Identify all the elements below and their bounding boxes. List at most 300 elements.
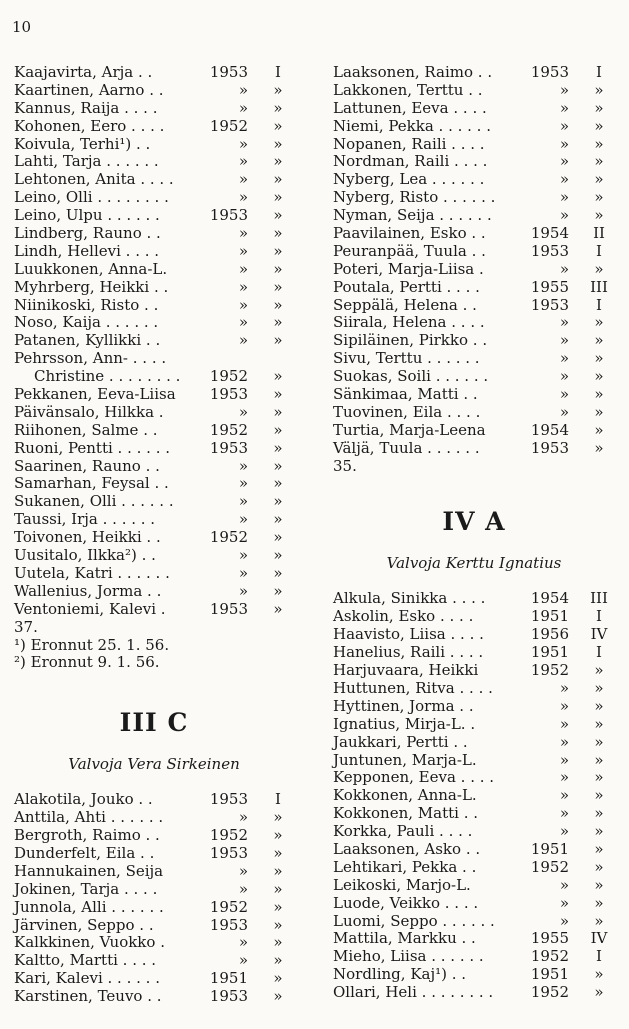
class-level: » [273, 170, 283, 189]
student-row [333, 984, 615, 1002]
entry-year: » [559, 893, 569, 912]
class-level: » [594, 152, 604, 171]
student-row [333, 859, 615, 877]
student-row [333, 626, 615, 644]
student-row [333, 734, 615, 752]
entry-year: » [238, 80, 248, 99]
student-name: Lindh, Hellevi . . . . [14, 241, 160, 260]
class-level: » [273, 879, 283, 898]
student-name: Niinikoski, Risto . . [14, 295, 159, 314]
entry-year: 1952 [209, 420, 248, 439]
student-name: Hanelius, Raili . . . . [333, 643, 484, 662]
entry-year: » [559, 385, 569, 404]
class-level: » [273, 188, 283, 207]
student-name: Kokkonen, Anna-L. [333, 786, 477, 805]
entry-year: » [559, 349, 569, 368]
student-name: Sipiläinen, Pirkko . . [333, 331, 488, 350]
class-level: » [273, 277, 283, 296]
student-row [14, 314, 294, 332]
student-name: Lahti, Tarja . . . . . . [14, 152, 159, 171]
class-level: » [273, 843, 283, 862]
class-level: » [273, 438, 283, 457]
student-row [333, 948, 615, 966]
page-number: 10 [12, 18, 32, 36]
student-row [14, 583, 294, 601]
student-name: Mattila, Markku . . [333, 929, 476, 948]
student-name: Harjuvaara, Heikki [333, 661, 479, 680]
entry-year: » [238, 402, 248, 421]
student-name: Nordling, Kaj¹) . . [333, 965, 467, 984]
class-level: » [273, 420, 283, 439]
student-row [333, 189, 615, 207]
class-level: » [594, 786, 604, 805]
student-row [333, 680, 615, 698]
class-level: » [273, 116, 283, 135]
student-row [333, 841, 615, 859]
entry-year: 1953 [530, 63, 569, 81]
student-row [333, 877, 615, 895]
student-name: Jaukkari, Pertti . . [333, 732, 468, 751]
student-name: Leikoski, Marjo-L. [333, 875, 471, 894]
student-row [14, 350, 294, 368]
entry-year: » [559, 714, 569, 733]
student-row [333, 805, 615, 823]
student-row [333, 64, 615, 82]
student-name: Paavilainen, Esko . . [333, 224, 486, 243]
student-row [333, 698, 615, 716]
student-name: Turtia, Marja-Leena [333, 420, 486, 439]
class-level: » [273, 385, 283, 404]
student-row [333, 913, 615, 931]
student-name: Myhrberg, Heikki . . [14, 277, 169, 296]
class-level: » [273, 581, 283, 600]
class-level: » [273, 492, 283, 511]
entry-year: 1953 [530, 438, 569, 457]
entry-year: 1952 [209, 528, 248, 547]
entry-year: 1954 [530, 224, 569, 243]
class-level: I [596, 63, 602, 81]
entry-year: » [559, 367, 569, 386]
student-name: Nyberg, Risto . . . . . . [333, 188, 496, 207]
student-name: Lehtonen, Anita . . . . [14, 170, 174, 189]
class-level: » [594, 911, 604, 930]
student-row [14, 952, 294, 970]
student-name: Kalkkinen, Vuokko . [14, 933, 165, 952]
entry-year: 1952 [209, 897, 248, 916]
student-name: Tuovinen, Eila . . . . [333, 402, 481, 421]
class-level: » [273, 563, 283, 582]
class-level: » [273, 295, 283, 314]
student-row [333, 153, 615, 171]
student-row [333, 422, 615, 440]
class-level: I [596, 947, 602, 966]
student-name: Poteri, Marja-Liisa . [333, 259, 484, 278]
student-row [14, 881, 294, 899]
entry-year: 1951 [530, 607, 569, 626]
student-name: Juntunen, Marja-L. [333, 750, 477, 769]
student-row [14, 458, 294, 476]
student-row [14, 809, 294, 827]
student-row [333, 82, 615, 100]
student-row [14, 988, 294, 1006]
student-row [333, 171, 615, 189]
student-name: Kepponen, Eeva . . . . [333, 768, 495, 787]
class-level: » [594, 750, 604, 769]
student-name: Noso, Kaija . . . . . . [14, 313, 159, 332]
footnote: ¹) Eronnut 25. 1. 56. [14, 635, 170, 654]
student-row [14, 934, 294, 952]
student-row [333, 100, 615, 118]
class-level: » [594, 170, 604, 189]
entry-year: 1953 [530, 241, 569, 260]
student-name: Peuranpää, Tuula . . [333, 241, 486, 260]
student-name: Ruoni, Pentti . . . . . . [14, 438, 171, 457]
student-name: Niemi, Pekka . . . . . . [333, 116, 491, 135]
student-row [14, 225, 294, 243]
student-row [14, 279, 294, 297]
class-level: » [273, 546, 283, 565]
student-name: Siirala, Helena . . . . [333, 313, 485, 332]
student-name: Lattunen, Eeva . . . . [333, 98, 487, 117]
student-name: Askolin, Esko . . . . [333, 607, 474, 626]
class-list-iv-a [333, 590, 615, 1001]
class-level: » [594, 331, 604, 350]
entry-year: » [559, 188, 569, 207]
student-row [14, 529, 294, 547]
entry-year: » [559, 170, 569, 189]
entry-year: 1953 [209, 843, 248, 862]
student-row [333, 314, 615, 332]
student-row [333, 243, 615, 261]
left-column [14, 64, 294, 1006]
student-row [14, 153, 294, 171]
student-row [333, 279, 615, 297]
class-level: » [594, 893, 604, 912]
student-row [333, 930, 615, 948]
entry-year: » [559, 822, 569, 841]
entry-year: » [238, 510, 248, 529]
class-level: » [594, 98, 604, 117]
student-name: Ollari, Heli . . . . . . . . [333, 983, 494, 1002]
entry-year: » [559, 313, 569, 332]
student-row [14, 791, 294, 809]
class-level: » [594, 313, 604, 332]
entry-year: » [559, 116, 569, 135]
class-level: » [594, 696, 604, 715]
student-name: Järvinen, Seppo . . [14, 915, 154, 934]
class-level: » [594, 714, 604, 733]
class-list-continued [333, 64, 615, 458]
class-level: » [273, 259, 283, 278]
entry-year: 1952 [530, 983, 569, 1002]
student-row [333, 207, 615, 225]
entry-year: » [559, 678, 569, 697]
entry-year: » [559, 134, 569, 153]
class-level: » [273, 474, 283, 493]
student-row [14, 332, 294, 350]
class-level: » [594, 678, 604, 697]
entry-year: » [559, 768, 569, 787]
entry-year: 1952 [530, 947, 569, 966]
class-level: » [273, 80, 283, 99]
entry-year: 1951 [530, 839, 569, 858]
student-name: Leino, Olli . . . . . . . . [14, 188, 169, 207]
student-name: Luode, Veikko . . . . [333, 893, 479, 912]
entry-year: » [559, 98, 569, 117]
class-level: I [596, 607, 602, 626]
entry-year: » [238, 456, 248, 475]
class-level: » [273, 510, 283, 529]
student-row [333, 769, 615, 787]
student-row [14, 297, 294, 315]
entry-year: » [238, 879, 248, 898]
class-level: » [273, 861, 283, 880]
student-name: Christine . . . . . . . . [34, 367, 181, 386]
class-level: » [273, 152, 283, 171]
section-heading-iii-c: III C [119, 708, 189, 738]
entry-year: » [238, 581, 248, 600]
class-level: » [273, 915, 283, 934]
student-name: Nyberg, Lea . . . . . . [333, 170, 485, 189]
class-level: » [594, 857, 604, 876]
student-row [333, 440, 615, 458]
entry-year: 1951 [530, 643, 569, 662]
student-row [333, 297, 615, 315]
class-level: » [594, 965, 604, 984]
entry-year: 1954 [530, 589, 569, 608]
class-level: » [594, 438, 604, 457]
student-name: Hannukainen, Seija [14, 861, 164, 880]
student-name: Seppälä, Helena . . [333, 295, 477, 314]
student-name: Luomi, Seppo . . . . . . [333, 911, 495, 930]
class-level: » [594, 402, 604, 421]
student-name: Kaltto, Martti . . . . [14, 951, 157, 970]
class-level: III [590, 277, 608, 296]
student-row [333, 966, 615, 984]
entry-year: 1953 [209, 987, 248, 1006]
class-level: I [275, 790, 281, 809]
student-name: Ventoniemi, Kalevi . [14, 599, 166, 618]
student-row [333, 752, 615, 770]
entry-year: » [559, 402, 569, 421]
student-row [14, 100, 294, 118]
entry-year: 1952 [209, 367, 248, 386]
student-name: Väljä, Tuula . . . . . . [333, 438, 480, 457]
student-name: Laaksonen, Raimo . . [333, 63, 493, 81]
student-row [14, 368, 294, 386]
entry-year: » [559, 732, 569, 751]
supervisor-line: Valvoja Kerttu Ignatius [386, 554, 562, 573]
entry-year: 1952 [209, 116, 248, 135]
class-level: » [594, 206, 604, 225]
class-list-continued [14, 64, 294, 619]
student-name: Huttunen, Ritva . . . . [333, 678, 493, 697]
class-level: » [594, 768, 604, 787]
class-level: » [594, 188, 604, 207]
class-total: 35. [333, 456, 357, 475]
student-row [333, 118, 615, 136]
class-level: » [273, 331, 283, 350]
entry-year: 1953 [530, 295, 569, 314]
class-level: II [593, 224, 605, 243]
class-level: » [273, 402, 283, 421]
entry-year: » [559, 259, 569, 278]
student-name: Kohonen, Eero . . . . [14, 116, 165, 135]
student-row [333, 716, 615, 734]
entry-year: » [238, 951, 248, 970]
section-heading-iv-a: IV A [442, 507, 506, 537]
class-level: » [273, 933, 283, 952]
student-name: Kaartinen, Aarno . . [14, 80, 164, 99]
entry-year: 1953 [209, 438, 248, 457]
student-row [14, 261, 294, 279]
class-level: » [594, 385, 604, 404]
entry-year: 1953 [209, 915, 248, 934]
student-row [14, 404, 294, 422]
student-name: Sivu, Terttu . . . . . . [333, 349, 480, 368]
class-level: » [273, 313, 283, 332]
footnote: ²) Eronnut 9. 1. 56. [14, 653, 160, 672]
entry-year: » [559, 875, 569, 894]
class-level: » [594, 134, 604, 153]
student-name: Hyttinen, Jorma . . [333, 696, 474, 715]
student-row [333, 895, 615, 913]
entry-year: » [238, 241, 248, 260]
entry-year: » [559, 80, 569, 99]
entry-year: » [238, 313, 248, 332]
class-level: » [273, 528, 283, 547]
supervisor-line: Valvoja Vera Sirkeinen [68, 755, 240, 774]
student-name: Mieho, Liisa . . . . . . [333, 947, 484, 966]
student-row [333, 386, 615, 404]
student-row [14, 899, 294, 917]
student-name: Lindberg, Rauno . . [14, 224, 161, 243]
student-name: Laaksonen, Asko . . [333, 839, 481, 858]
class-level: IV [590, 625, 608, 644]
student-row [14, 189, 294, 207]
student-row [14, 422, 294, 440]
entry-year: 1954 [530, 420, 569, 439]
student-name: Alakotila, Jouko . . [14, 790, 153, 809]
student-name: Ignatius, Mirja-L. . [333, 714, 476, 733]
student-name: Uutela, Katri . . . . . . [14, 563, 170, 582]
class-list-iii-c [14, 791, 294, 1006]
student-row [333, 261, 615, 279]
student-row [14, 207, 294, 225]
class-level: » [594, 80, 604, 99]
entry-year: 1955 [530, 929, 569, 948]
class-level: I [596, 295, 602, 314]
student-name: Nyman, Seija . . . . . . [333, 206, 492, 225]
student-name: Riihonen, Salme . . [14, 420, 158, 439]
student-row [14, 82, 294, 100]
student-row [14, 64, 294, 82]
student-name: Uusitalo, Ilkka²) . . [14, 546, 156, 565]
student-name: Jokinen, Tarja . . . . [14, 879, 158, 898]
student-row [14, 547, 294, 565]
student-row [14, 171, 294, 189]
class-level: » [594, 875, 604, 894]
student-row [333, 332, 615, 350]
class-level: » [273, 987, 283, 1006]
class-total: 37. [14, 617, 38, 636]
student-name: Dunderfelt, Eila . . [14, 843, 155, 862]
student-row [333, 662, 615, 680]
entry-year: 1953 [209, 599, 248, 618]
student-row [14, 601, 294, 619]
class-level: » [273, 808, 283, 827]
entry-year: » [238, 152, 248, 171]
entry-year: » [238, 808, 248, 827]
student-row [14, 243, 294, 261]
student-name: Nordman, Raili . . . . [333, 152, 488, 171]
student-name: Kari, Kalevi . . . . . . [14, 969, 160, 988]
class-level: » [273, 206, 283, 225]
entry-year: » [238, 259, 248, 278]
entry-year: 1952 [530, 857, 569, 876]
entry-year: 1956 [530, 625, 569, 644]
entry-year: 1955 [530, 277, 569, 296]
entry-year: » [559, 206, 569, 225]
student-name: Wallenius, Jorma . . [14, 581, 162, 600]
entry-year: » [238, 188, 248, 207]
class-level: » [594, 661, 604, 680]
student-row [14, 827, 294, 845]
student-row [333, 644, 615, 662]
class-level: » [273, 134, 283, 153]
student-name: Kokkonen, Matti . . [333, 804, 479, 823]
entry-year: » [238, 546, 248, 565]
student-row [14, 440, 294, 458]
student-name: Alkula, Sinikka . . . . [333, 589, 486, 608]
student-row [14, 386, 294, 404]
right-column [333, 64, 615, 1002]
class-level: IV [590, 929, 608, 948]
entry-year: » [238, 295, 248, 314]
student-name: Nopanen, Raili . . . . [333, 134, 485, 153]
entry-year: » [559, 750, 569, 769]
entry-year: 1953 [209, 206, 248, 225]
class-level: » [594, 804, 604, 823]
entry-year: » [238, 563, 248, 582]
student-row [333, 225, 615, 243]
entry-year: 1953 [209, 385, 248, 404]
class-level: » [273, 367, 283, 386]
class-level: » [273, 599, 283, 618]
student-name: Kannus, Raija . . . . [14, 98, 158, 117]
entry-year: » [238, 861, 248, 880]
entry-year: 1953 [209, 63, 248, 81]
class-level: » [273, 951, 283, 970]
student-row [333, 590, 615, 608]
class-level: » [273, 456, 283, 475]
student-name: Bergroth, Raimo . . [14, 826, 160, 845]
class-level: III [590, 589, 608, 608]
entry-year: 1952 [209, 826, 248, 845]
student-row [14, 917, 294, 935]
student-name: Samarhan, Feysal . . [14, 474, 169, 493]
class-level: » [273, 224, 283, 243]
student-name: Pehrsson, Ann- . . . . [14, 349, 167, 368]
entry-year: » [238, 277, 248, 296]
student-row [14, 863, 294, 881]
student-name: Poutala, Pertti . . . . [333, 277, 480, 296]
student-row [14, 565, 294, 583]
class-level: » [273, 969, 283, 988]
student-row [333, 823, 615, 841]
entry-year: » [238, 331, 248, 350]
class-level: » [273, 98, 283, 117]
